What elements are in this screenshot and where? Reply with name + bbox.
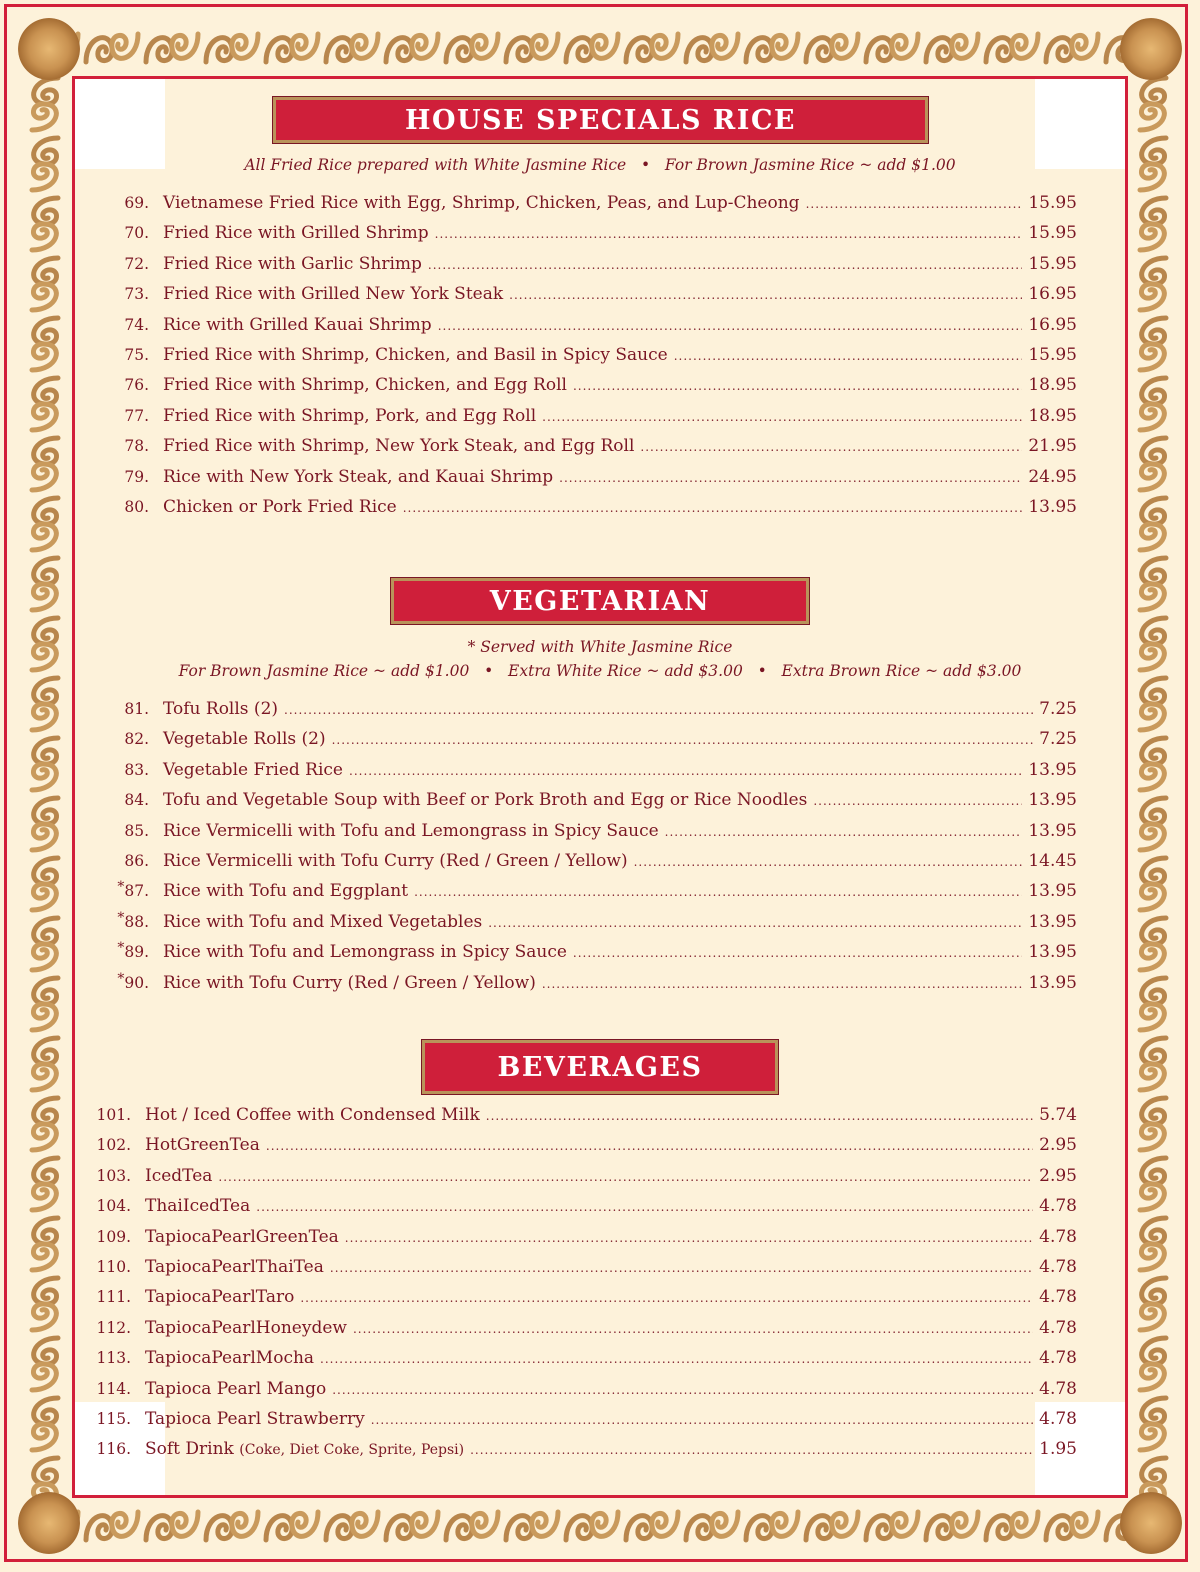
menu-item-row: [100, 436, 1077, 460]
item-number-text: 113.: [96, 1349, 131, 1368]
item-number-text: 77.: [124, 406, 149, 425]
dot-leader: [559, 471, 1022, 485]
dot-leader: [813, 794, 1022, 808]
dot-leader: [542, 410, 1022, 424]
item-number: [100, 700, 149, 718]
item-price: 14.45: [1028, 851, 1077, 871]
menu-item-row: [90, 1379, 1077, 1403]
dot-leader: [403, 501, 1023, 515]
vegetarian-note-line2: For Brown Jasmine Rice ~ add $1.00 • Extra White Rice ~ add $3.00 • Extra Brown Rice ~ add $3.00: [178, 662, 1022, 680]
item-name-text: Rice with Tofu and Eggplant: [163, 881, 409, 902]
menu-item-row: [100, 193, 1077, 217]
item-number-text: 69.: [124, 194, 149, 212]
item-name: [145, 1287, 294, 1307]
item-name-text: TapiocaPearlMocha: [145, 1348, 315, 1369]
item-number-text: 86.: [124, 852, 149, 870]
item-number: [90, 1197, 131, 1215]
item-number-text: 87.: [124, 882, 149, 901]
item-name: [145, 1439, 464, 1459]
item-name: [145, 1135, 260, 1155]
item-name-text: TapiocaPearlTaro: [145, 1287, 295, 1308]
item-name-text: Fried Rice with Shrimp, Chicken, and Basil in Spicy Sauce: [163, 345, 668, 365]
dot-leader: [640, 440, 1022, 454]
menu-item-row: [90, 1105, 1077, 1129]
dot-leader: [435, 227, 1023, 241]
item-name-extra: (Coke, Diet Coke, Sprite, Pepsi): [239, 1442, 465, 1459]
item-name: [145, 1409, 365, 1429]
item-name-text: Soft Drink: [145, 1439, 234, 1460]
item-name-text: Rice with Tofu Curry (Red / Green / Yellow): [163, 972, 536, 993]
item-price: 4.78: [1039, 1378, 1077, 1399]
item-asterisk: *: [117, 940, 125, 957]
item-number-text: 115.: [96, 1410, 131, 1428]
item-name-text: Rice Vermicelli with Tofu Curry (Red / Green / Yellow): [163, 851, 628, 871]
item-number-text: 90.: [124, 973, 149, 992]
item-name: [163, 406, 536, 426]
menu-item-row: [100, 699, 1077, 723]
item-asterisk: *: [117, 879, 125, 896]
item-name: [163, 790, 807, 810]
item-name: [163, 193, 800, 213]
item-number-text: 116.: [96, 1440, 131, 1459]
ornamental-scroll-border-top: [22, 22, 1178, 74]
item-price: 15.95: [1028, 253, 1077, 274]
dot-leader: [332, 1383, 1033, 1397]
dot-leader: [438, 319, 1023, 333]
item-name: [163, 699, 278, 719]
item-name: [163, 973, 536, 993]
item-number-text: 88.: [124, 912, 149, 931]
item-number: [100, 940, 149, 962]
dot-leader: [284, 703, 1033, 717]
item-name-text: Vietnamese Fried Rice with Egg, Shrimp, Chicken, Peas, and Lup-Cheong: [163, 193, 800, 213]
menu-item-row: [100, 821, 1077, 845]
item-name-text: TapiocaPearlThaiTea: [145, 1257, 324, 1277]
item-price: 13.95: [1028, 497, 1077, 517]
item-name-text: Rice with Grilled Kauai Shrimp: [163, 314, 432, 335]
item-price: 7.25: [1039, 699, 1077, 719]
item-number-text: 76.: [124, 376, 149, 395]
item-name-text: Chicken or Pork Fried Rice: [163, 497, 397, 517]
item-number: [90, 1258, 131, 1276]
menu-item-row: [100, 790, 1077, 814]
corner-ornament-bottom-left: [18, 1492, 80, 1554]
dot-leader: [266, 1139, 1033, 1153]
item-number: [90, 1106, 131, 1124]
corner-ornament-top-left: [18, 18, 80, 80]
item-name: [145, 1227, 339, 1247]
item-number-text: 82.: [124, 730, 149, 749]
item-number: [90, 1319, 131, 1337]
item-number-text: 101.: [96, 1106, 131, 1124]
item-number: [100, 498, 149, 516]
item-number: [100, 376, 149, 394]
item-price: 2.95: [1039, 1165, 1077, 1186]
vegetarian-note-line1: * Served with White Jasmine Rice: [467, 638, 733, 656]
dot-leader: [573, 946, 1022, 960]
item-number: [90, 1228, 131, 1246]
item-price: 13.95: [1028, 881, 1077, 902]
item-number-text: 111.: [96, 1288, 131, 1307]
item-number-text: 83.: [124, 760, 149, 779]
dot-leader: [218, 1170, 1033, 1184]
item-price: 18.95: [1028, 405, 1077, 426]
item-price: 4.78: [1039, 1409, 1077, 1429]
item-name: [145, 1105, 480, 1125]
item-number: [100, 730, 149, 748]
dot-leader: [332, 733, 1034, 747]
item-name-text: Tapioca Pearl Mango: [145, 1378, 327, 1399]
item-number: [100, 407, 149, 425]
item-price: 4.78: [1039, 1226, 1077, 1247]
item-name: [145, 1318, 347, 1338]
item-name: [163, 345, 668, 365]
dot-leader: [674, 349, 1023, 363]
item-name: [145, 1196, 250, 1216]
menu-item-row: [90, 1439, 1077, 1463]
item-number-text: 78.: [124, 437, 149, 456]
rice-note: All Fried Rice prepared with White Jasmine Rice • For Brown Jasmine Rice ~ add $1.00: [244, 156, 956, 174]
item-number-text: 79.: [124, 467, 149, 486]
item-price: 4.78: [1039, 1317, 1077, 1338]
item-name: [163, 315, 432, 335]
item-asterisk: *: [117, 909, 125, 926]
dot-leader: [488, 916, 1022, 930]
menu-item-row: [90, 1196, 1077, 1220]
item-price: 7.25: [1039, 729, 1077, 750]
item-name-text: Rice with Tofu and Mixed Vegetables: [163, 911, 483, 932]
item-number: [100, 791, 149, 809]
dot-leader: [486, 1109, 1033, 1123]
item-price: 13.95: [1028, 911, 1077, 932]
dot-leader: [573, 379, 1022, 393]
item-price: 15.95: [1028, 345, 1077, 365]
menu-item-row: [100, 223, 1077, 247]
item-number: [100, 316, 149, 334]
section-title-vegetarian: VEGETARIAN: [391, 578, 809, 624]
item-number: [100, 346, 149, 364]
menu-item-row: [90, 1287, 1077, 1311]
item-name-text: TapiocaPearlGreenTea: [145, 1226, 339, 1247]
menu-item-row: [100, 315, 1077, 339]
item-name: [163, 881, 408, 901]
item-price: 4.78: [1039, 1348, 1077, 1369]
item-number: [90, 1380, 131, 1398]
item-name: [163, 223, 429, 243]
corner-ornament-top-right: [1120, 18, 1182, 80]
item-number: [90, 1136, 131, 1154]
menu-item-row: [90, 1318, 1077, 1342]
ornamental-scroll-border-bottom: [22, 1500, 1178, 1552]
item-number: [100, 224, 149, 242]
item-name-text: Tofu Rolls (2): [163, 699, 279, 719]
item-number-text: 85.: [124, 821, 149, 840]
item-price: 13.95: [1028, 972, 1077, 993]
item-number: [100, 970, 149, 992]
item-name-text: Hot / Iced Coffee with Condensed Milk: [145, 1105, 480, 1125]
item-name-text: Fried Rice with Shrimp, New York Steak, and Egg Roll: [163, 436, 635, 457]
item-number: [100, 255, 149, 273]
item-asterisk: *: [117, 970, 125, 987]
dot-leader: [665, 825, 1023, 839]
item-name-text: Fried Rice with Shrimp, Pork, and Egg Roll: [163, 405, 537, 426]
item-name-text: Tapioca Pearl Strawberry: [145, 1409, 365, 1429]
item-number-text: 72.: [124, 254, 149, 273]
item-price: 15.95: [1028, 223, 1077, 244]
dot-leader: [371, 1413, 1033, 1427]
item-name-text: Tofu and Vegetable Soup with Beef or Pork Broth and Egg or Rice Noodles: [163, 790, 808, 811]
menu-item-row: [100, 345, 1077, 369]
item-name: [163, 821, 659, 841]
item-name: [163, 760, 343, 780]
dot-leader: [300, 1291, 1033, 1305]
dot-leader: [414, 885, 1022, 899]
item-name: [163, 942, 567, 962]
item-number: [100, 822, 149, 840]
item-price: 15.95: [1028, 193, 1077, 213]
item-price: 13.95: [1028, 790, 1077, 811]
item-number-text: 109.: [96, 1227, 131, 1246]
item-name-text: Fried Rice with Grilled Shrimp: [163, 223, 429, 244]
item-price: 1.95: [1039, 1439, 1077, 1460]
dot-leader: [509, 288, 1022, 302]
item-number-text: 80.: [124, 498, 149, 516]
item-name: [163, 912, 482, 932]
item-price: 16.95: [1028, 314, 1077, 335]
dot-leader: [320, 1352, 1033, 1366]
item-name-text: Rice with Tofu and Lemongrass in Spicy Sauce: [163, 942, 567, 963]
item-price: 16.95: [1028, 284, 1077, 305]
item-price: 13.95: [1028, 820, 1077, 841]
dot-leader: [353, 1322, 1033, 1336]
item-number-text: 84.: [124, 791, 149, 810]
dot-leader: [345, 1231, 1033, 1245]
menu-item-row: [100, 729, 1077, 753]
item-number-text: 112.: [96, 1318, 131, 1337]
ornamental-scroll-border-right: [1130, 74, 1178, 1500]
item-number-text: 104.: [96, 1197, 131, 1216]
item-number-text: 70.: [124, 224, 149, 243]
dot-leader: [470, 1443, 1033, 1457]
section-title-beverages: BEVERAGES: [422, 1040, 778, 1094]
item-number: [90, 1349, 131, 1367]
item-name: [145, 1348, 314, 1368]
item-price: 13.95: [1028, 942, 1077, 963]
item-name: [163, 254, 422, 274]
ornamental-scroll-border-left: [22, 74, 70, 1500]
menu-item-row: [90, 1166, 1077, 1190]
menu-item-row: [100, 375, 1077, 399]
item-price: 4.78: [1039, 1257, 1077, 1277]
menu-item-row: [100, 284, 1077, 308]
item-number: [100, 909, 149, 931]
menu-item-row: [90, 1257, 1077, 1281]
item-price: 13.95: [1028, 759, 1077, 780]
item-name: [163, 375, 567, 395]
item-number: [90, 1440, 131, 1458]
item-name-text: Vegetable Rolls (2): [163, 729, 326, 750]
item-name-text: Vegetable Fried Rice: [163, 759, 343, 780]
menu-item-row: [100, 497, 1077, 521]
item-price: 4.78: [1039, 1287, 1077, 1308]
item-name: [163, 467, 553, 487]
menu-item-row: [90, 1135, 1077, 1159]
dot-leader: [256, 1200, 1033, 1214]
dot-leader: [428, 258, 1022, 272]
menu-item-row: [100, 909, 1077, 936]
item-number: [100, 852, 149, 870]
item-price: 24.95: [1028, 466, 1077, 487]
item-name: [163, 729, 326, 749]
item-name: [163, 284, 503, 304]
item-number: [100, 468, 149, 486]
menu-item-row: [100, 970, 1077, 997]
item-number: [100, 761, 149, 779]
menu-item-row: [100, 881, 1077, 905]
item-number-text: 102.: [96, 1136, 131, 1155]
item-price: 2.95: [1039, 1135, 1077, 1156]
item-price: 5.74: [1039, 1105, 1077, 1125]
item-name: [145, 1257, 324, 1277]
menu-item-row: [90, 1409, 1077, 1433]
item-price: 21.95: [1028, 436, 1077, 457]
item-number-text: 74.: [124, 315, 149, 334]
item-name-text: TapiocaPearlHoneydew: [145, 1317, 347, 1338]
item-name: [163, 436, 634, 456]
item-name-text: IcedTea: [145, 1165, 213, 1186]
item-name-text: Fried Rice with Shrimp, Chicken, and Egg Roll: [163, 375, 567, 396]
item-name: [145, 1166, 212, 1186]
item-number-text: 81.: [124, 700, 149, 718]
corner-ornament-bottom-right: [1120, 1492, 1182, 1554]
item-number: [100, 194, 149, 212]
item-number: [100, 437, 149, 455]
item-number: [90, 1167, 131, 1185]
item-name: [163, 851, 628, 871]
menu-item-row: [100, 406, 1077, 430]
item-name-text: Fried Rice with Grilled New York Steak: [163, 284, 504, 305]
item-number-text: 103.: [96, 1166, 131, 1185]
item-number-text: 110.: [96, 1258, 131, 1276]
section-title-house-specials-rice: HOUSE SPECIALS RICE: [273, 97, 928, 143]
dot-leader: [349, 764, 1022, 778]
item-number-text: 73.: [124, 285, 149, 304]
dot-leader: [806, 197, 1023, 211]
menu-item-row: [100, 467, 1077, 491]
item-number-text: 89.: [124, 943, 149, 962]
menu-item-row: [100, 254, 1077, 278]
item-number: [90, 1288, 131, 1306]
item-name: [163, 497, 397, 517]
item-number: [90, 1410, 131, 1428]
item-price: 18.95: [1028, 375, 1077, 396]
menu-item-row: [100, 942, 1077, 966]
menu-item-row: [90, 1227, 1077, 1251]
menu-item-row: [90, 1348, 1077, 1372]
item-name-text: HotGreenTea: [145, 1135, 260, 1156]
item-name-text: Fried Rice with Garlic Shrimp: [163, 253, 422, 274]
item-number: [100, 879, 149, 901]
item-name: [145, 1379, 326, 1399]
dot-leader: [542, 977, 1022, 991]
menu-item-row: [100, 760, 1077, 784]
dot-leader: [634, 855, 1023, 869]
item-price: 4.78: [1039, 1196, 1077, 1217]
item-name-text: ThaiIcedTea: [145, 1196, 251, 1217]
menu-item-row: [100, 851, 1077, 875]
item-name-text: Rice with New York Steak, and Kauai Shrimp: [163, 466, 554, 487]
item-number-text: 75.: [124, 346, 149, 364]
item-number-text: 114.: [96, 1379, 131, 1398]
item-name-text: Rice Vermicelli with Tofu and Lemongrass in Spicy Sauce: [163, 820, 659, 841]
item-number: [100, 285, 149, 303]
dot-leader: [330, 1261, 1033, 1275]
